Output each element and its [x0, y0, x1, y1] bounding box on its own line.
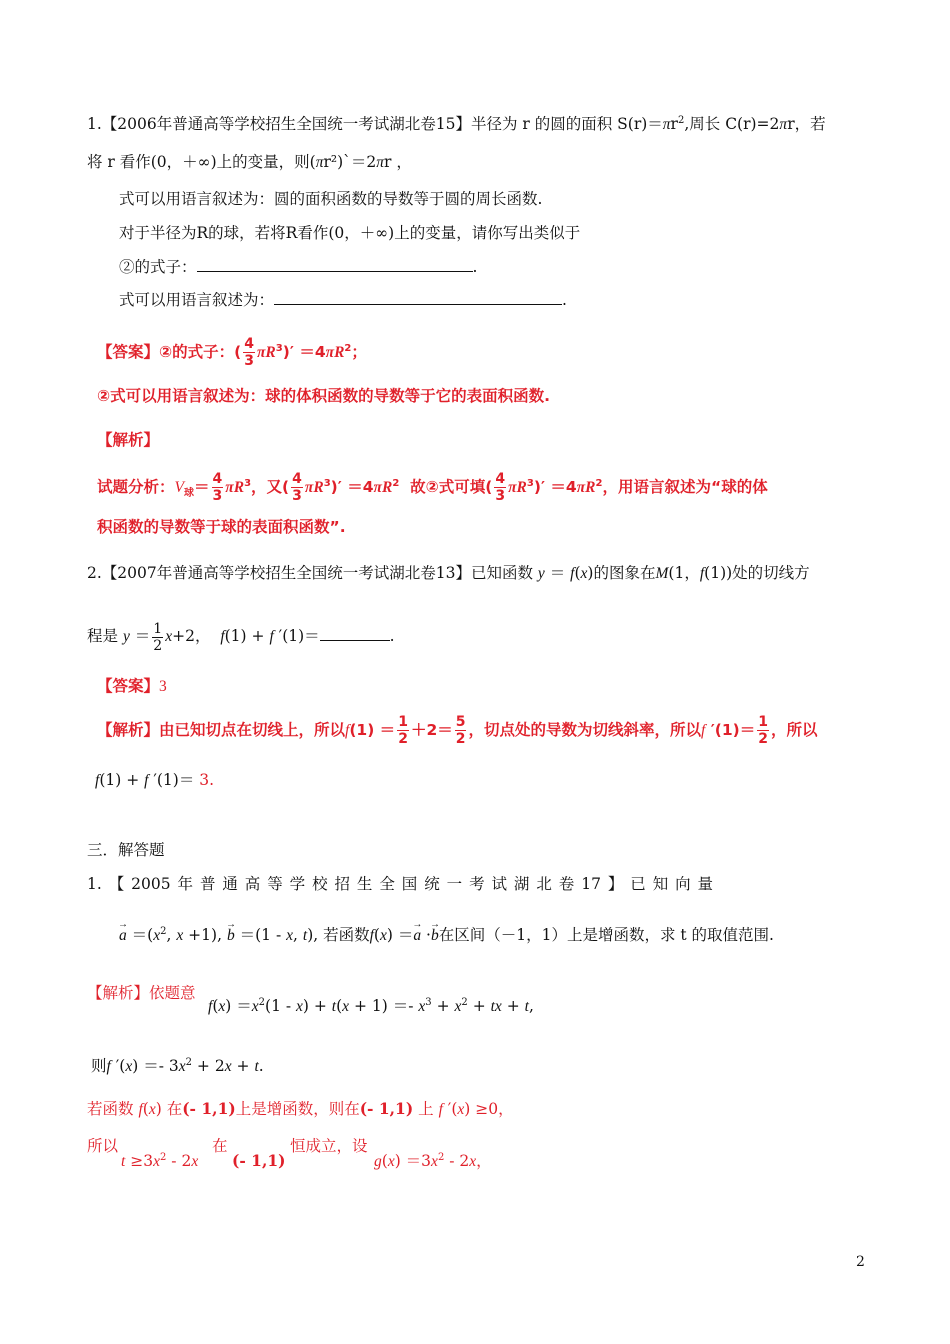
s1-last-b: 在 — [212, 1137, 228, 1155]
q2-final: f(1) + f ′(1)＝ 3. — [95, 771, 215, 789]
s1-last-c: 恒成立，设 — [290, 1137, 368, 1155]
r-symbol: r — [670, 115, 678, 133]
q1-analysis-tag: 【解析】 — [97, 431, 160, 449]
s1-cond-e: ， — [498, 1100, 514, 1118]
page-number: 2 — [856, 1254, 865, 1270]
q2-line1-b: 的图象在 — [593, 564, 656, 582]
s1-cond-d: 上 — [418, 1100, 434, 1118]
q1-line3: 式可以用语言叙述为：圆的面积函数的导数等于圆的周长函数. — [119, 190, 543, 208]
final-value: 3. — [199, 771, 215, 789]
q2-line1-a: 2.【2007年普通高等学校招生全国统一考试湖北卷13】已知函数 — [87, 564, 533, 582]
answer-blank — [320, 628, 390, 641]
q2-line1: 2.【2007年普通高等学校招生全国统一考试湖北卷13】已知函数 y ＝ f(x)的图象在M(1，f(1))处的切线方 — [87, 564, 810, 582]
s1-derivative: 则f $'(x) =- 3x^2 + 2x + t$. — [91, 1056, 264, 1075]
s1-line2-tail: 在区间（－1，1）上是增函数，求 t 的取值范围. — [438, 926, 774, 944]
s1-last-d: ， — [476, 1152, 492, 1170]
q1-analysis-d: ，用语言叙述为“球的体 — [602, 478, 768, 496]
q1-line1: 1.【2006年普通高等学校招生全国统一考试湖北卷15】半径为 r 的圆的面积 $S(r)=\pi r^2$,周长 C(r)=2πr，若 — [87, 114, 826, 133]
answer-tag: 【答案】②的式子： — [97, 343, 235, 361]
s1-cond-b: 在 — [166, 1100, 183, 1118]
pi-symbol: π — [315, 154, 324, 171]
s1-cond-c: 上是增函数，则在 — [235, 1100, 360, 1118]
pi-symbol: π — [662, 116, 671, 133]
pi-symbol: π — [376, 154, 385, 171]
q1-answer-tail: ； — [351, 343, 367, 361]
q2-line2-b: +2， — [172, 627, 211, 645]
q1-line6-label: 式可以用语言叙述为： — [119, 291, 275, 309]
answer-blank — [274, 292, 562, 305]
q1-analysis-c: 故②式可填 — [410, 478, 486, 496]
q1-analysis-line2: 积函数的导数等于球的表面积函数”. — [97, 518, 346, 536]
q1-line6: 式可以用语言叙述为： . — [119, 291, 567, 309]
s1-line2: → $a =(x^2$, x +1), → b ＝(1 - x, t), 若函数f(x) ＝→ a ·→ b在区间（－1，1）上是增函数，求 t 的取值范围. — [119, 925, 774, 946]
q2-line1-c: (1， — [668, 564, 700, 582]
q2-line2: 程是 y ＝ $\frac{1}{2}$ x+2， f(1) + f ′(1)＝ . — [87, 620, 395, 654]
q1-line1-mid: ,周长 C(r)=2 — [684, 115, 780, 133]
q2-analysis-b: ，切点处的导数为切线斜率，所以 — [468, 721, 701, 739]
section-heading: 三．解答题 — [87, 841, 165, 859]
q2-answer — [97, 676, 167, 697]
q1-line5: ②的式子： . — [119, 258, 478, 276]
q2-analysis: 【解析】由已知切点在切线上，所以f(1) ＝ $\frac{1}{2}$ ＋2＝ $\frac{5}{2}$ ，切点处的导数为切线斜率，所以f ′(1)＝ $\frac{1}{2}$ ，所以 — [97, 714, 818, 747]
q2-line1-d: (1))处的切线方 — [704, 564, 810, 582]
s1-last-interval: (- 1,1) — [232, 1151, 286, 1170]
s1-condition: 若函数 f(x) 在(- 1,1)上是增函数，则在(- 1,1) 上 f ′(x) ≥0， — [87, 1099, 514, 1118]
q1-line1-text: 1.【2006年普通高等学校招生全国统一考试湖北卷15】半径为 r 的圆的面积 S(r)＝ — [87, 115, 663, 133]
q1-line1-end: r，若 — [787, 115, 826, 133]
s1-func-label: 若函数 — [323, 926, 370, 944]
pi-symbol: π — [779, 116, 788, 133]
answer-tag: 【答案】 — [97, 677, 160, 695]
q1-line2-b: r²)`＝2 — [323, 153, 377, 171]
q1-answer-line2: ②式可以用语言叙述为：球的体积函数的导数等于它的表面积函数. — [97, 387, 551, 405]
q1-answer: 【答案】②的式子：( $\frac{4}{3}$ $\pi R^3)' =4\pi R^2$； — [97, 336, 367, 369]
s1-analysis-tag: 【解析】依题意 — [87, 984, 196, 1002]
q2-line2-a: 程是 — [87, 627, 119, 645]
s1-derivation: $f(x) =x^2(1 - x) + t(x + 1) =- x^3 + x^2$ + tx + t, — [208, 996, 534, 1015]
s1-derive-prefix: 则 — [91, 1057, 107, 1075]
q1-line4: 对于半径为R的球，若将R看作(0，＋∞)上的变量，请你写出类似于 — [119, 224, 581, 242]
q1-line5-label: ②的式子： — [119, 258, 197, 276]
q1-analysis: 试题分析：$V_球=$ $\frac{4}{3}$ $\pi R^3$，又( $\frac{4}{3}$ $\pi R^3)' =4\pi R^2$ 故②式可填( $\frac{4}{3}$ $\pi R^3)' =4\pi R^2$，用语言叙述为“球的体 — [97, 471, 768, 504]
q1-line2-a: 将 r 看作(0，＋∞)上的变量，则( — [87, 153, 316, 171]
answer-blank — [197, 259, 473, 272]
s1-line1: 1. 【 2005 年 普 通 高 等 学 校 招 生 全 国 统 一 考 试 湖 北 卷 17 】 已 知 向 量 — [87, 875, 714, 893]
s1-last-a: 所以 — [87, 1137, 119, 1155]
s1-cond-a: 若函数 — [87, 1100, 134, 1118]
q1-line2-c: r ， — [384, 153, 412, 171]
q1-analysis-a: 试题分析： — [97, 478, 175, 496]
answer-value: 3 — [159, 678, 167, 695]
q1-analysis-b: ，又 — [251, 478, 283, 496]
q1-line2 — [87, 152, 412, 173]
s1-last-expr: $t \ge 3x^2 - 2x$ — [121, 1151, 199, 1170]
q2-analysis-c: ，所以 — [771, 721, 818, 739]
s1-last-g: $g(x) =3x^2 - 2x$， — [374, 1151, 492, 1170]
q2-analysis-a: 【解析】由已知切点在切线上，所以 — [97, 721, 346, 739]
